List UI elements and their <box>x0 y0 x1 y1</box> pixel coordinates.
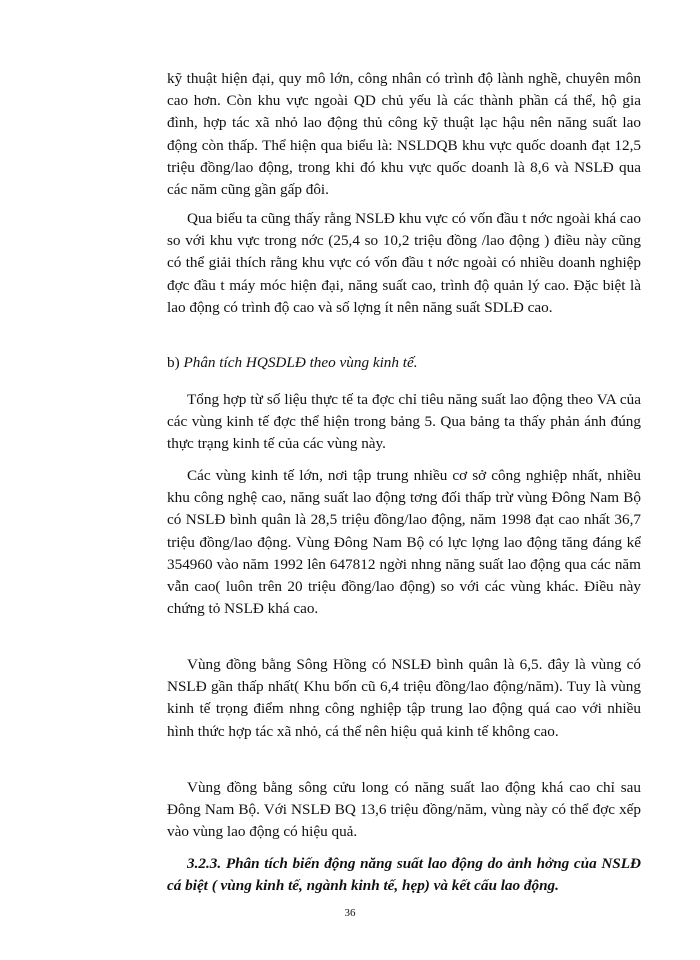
paragraph-1: kỹ thuật hiện đại, quy mô lớn, công nhân có trình độ lành nghề, chuyên môn cao hơn. Còn khu vực ngoài QD chủ yếu là các thành phần cá thể, hộ gia đình, hợp tác xã nhỏ lao động thủ công kỹ thuật lạc hậu nên năng suất lao động còn thấp. Thể hiện qua biểu là: NSLDQB khu vực quốc doanh đạt 12,5 triệu đồng/lao động, trong khi đó khu vực quốc doanh là 8,6 và NSLĐ qua các năm cũng gần gấp đôi. <box>167 70 641 199</box>
paragraph-2: Qua biểu ta cũng thấy rằng NSLĐ khu vực có vốn đầu t nớc ngoài khá cao so với khu vực trong nớc (25,4 so 10,2 triệu đồng /lao động ) điều này cũng có thể giải thích rằng khu vực có vốn đầu t nớc ngoài có nhiều doanh nghiệp đợc đầu t máy móc hiện đại, năng suất cao, trình độ quản lý cao. Đặc biệt là lao động có trình độ cao và số lợng ít nên năng suất SDLĐ cao. <box>167 210 641 316</box>
paragraph-6: Vùng đồng bằng sông cửu long có năng suất lao động khá cao chỉ sau Đông Nam Bộ. Với NSLĐ BQ 13,6 triệu đồng/năm, vùng này có thể đợc xếp vào vùng lao động có hiệu quả. <box>167 779 641 841</box>
section-heading-3-2-3: 3.2.3. Phân tích biến động năng suất lao động do ảnh hởng của NSLĐ cá biệt ( vùng kinh tế, ngành kinh tế, hẹp) và kết cấu lao động. <box>167 855 641 895</box>
paragraph-5: Vùng đồng bằng Sông Hồng có NSLĐ bình quân là 6,5. đây là vùng có NSLĐ gần thấp nhất( Khu bốn cũ 6,4 triệu đồng/lao động/năm). Tuy là vùng kinh tế trọng điểm nhng công nghiệp tập trung lao động quá cao với nhiều hình thức hợp tác xã nhỏ, cá thể nên hiệu quả kinh tế không cao. <box>167 656 641 740</box>
heading-b-title: Phân tích HQSDLĐ theo vùng kinh tế. <box>183 354 418 371</box>
page-number: 36 <box>344 907 356 919</box>
heading-b-prefix: b) <box>167 354 180 371</box>
paragraph-4: Các vùng kinh tế lớn, nơi tập trung nhiều cơ sở công nghiệp nhất, nhiều khu công nghệ cao, năng suất lao động tơng đối thấp trừ vùng Đông Nam Bộ có NSLĐ bình quân là 28,5 triệu đồng/lao động, năm 1998 đạt cao nhất 36,7 triệu đồng/lao động. Vùng Đông Nam Bộ có lực lợng lao động tăng đáng kể 354960 vào năm 1992 lên 647812 ngời nhng năng suất lao động qua các năm vẫn cao( luôn trên 20 triệu đồng/lao động) so với các vùng khác. Điều này chứng tỏ NSLĐ khá cao. <box>167 467 641 618</box>
paragraph-3: Tổng hợp từ số liệu thực tế ta đợc chỉ tiêu năng suất lao động theo VA của các vùng kinh tế đợc thể hiện trong bảng 5. Qua bảng ta thấy phản ánh đúng thực trạng kinh tế của các vùng này. <box>167 391 641 453</box>
subsection-heading-b <box>167 352 641 374</box>
